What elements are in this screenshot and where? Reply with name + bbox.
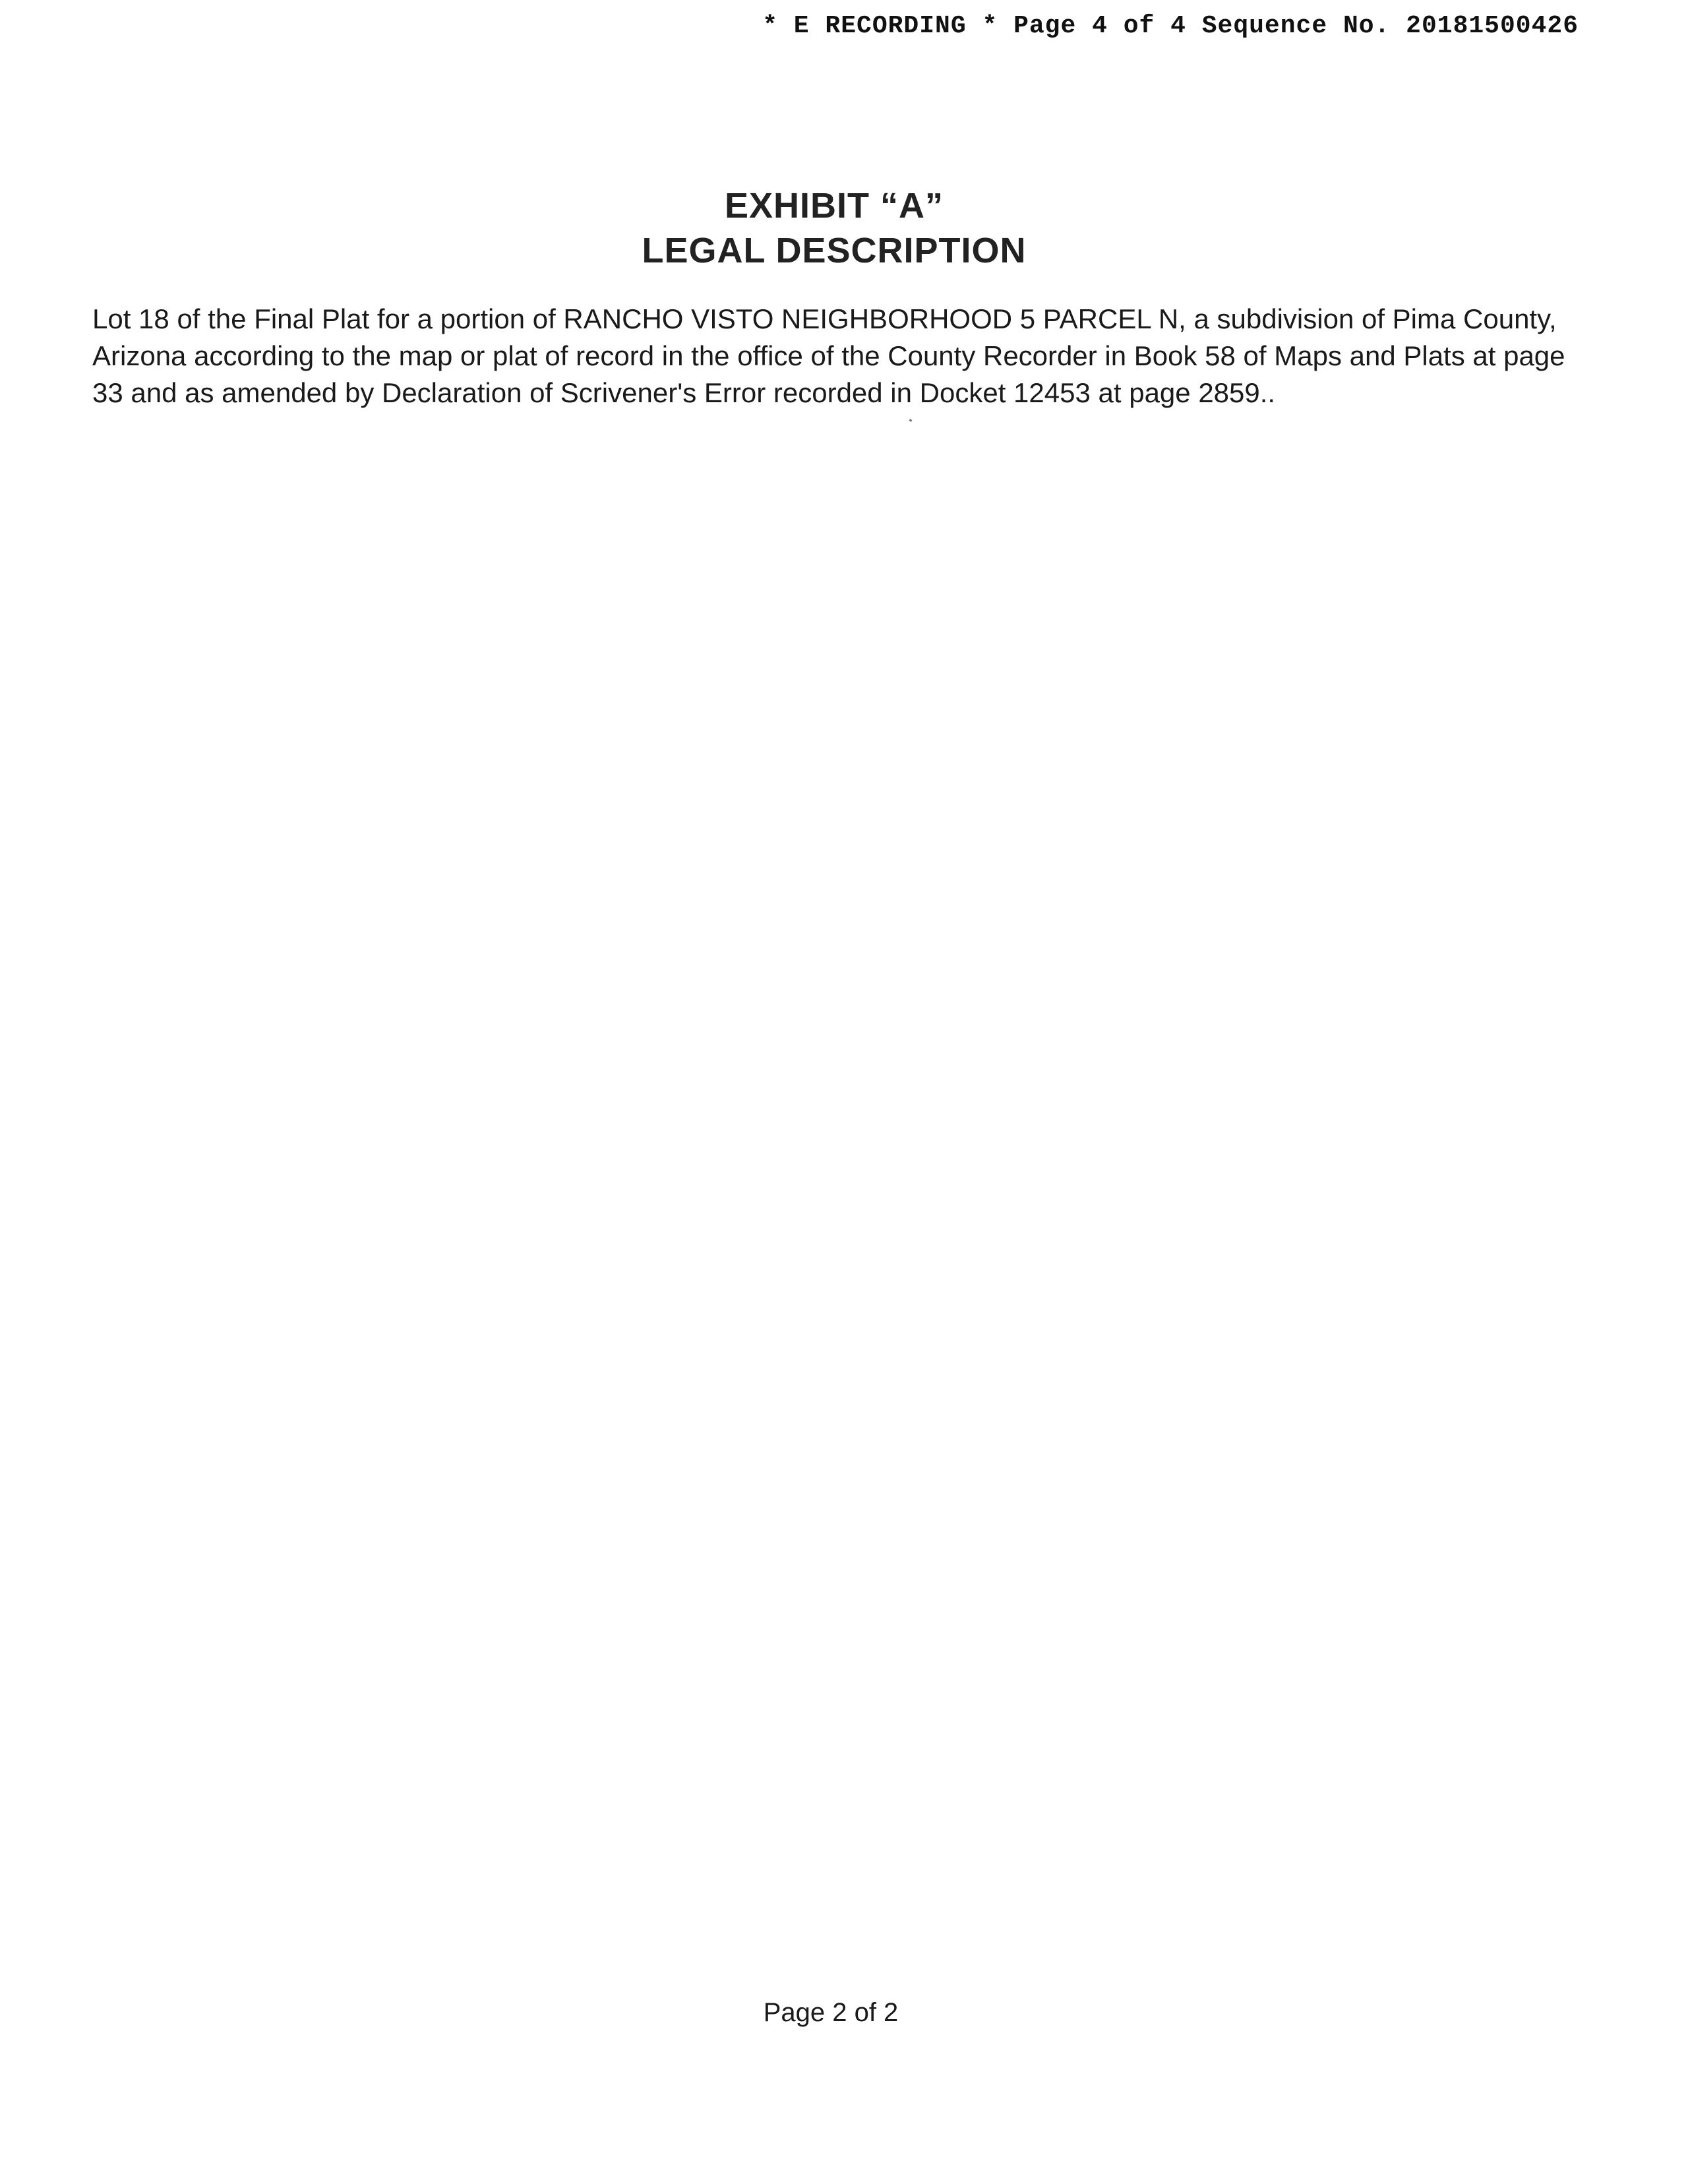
exhibit-title: EXHIBIT “A” — [724, 186, 944, 226]
legal-description-line-2: Arizona according to the map or plat of record in the office of the County Recorder in Book 58 of Maps and Plats at page — [92, 340, 1565, 371]
exhibit-subtitle: LEGAL DESCRIPTION — [642, 231, 1027, 270]
page-number-footer: Page 2 of 2 — [763, 1998, 899, 2027]
legal-description-line-1: Lot 18 of the Final Plat for a portion of RANCHO VISTO NEIGHBORHOOD 5 PARCEL N, a subdivision of Pima County, — [92, 303, 1557, 334]
e-recording-header: * E RECORDING * Page 4 of 4 Sequence No. 20181500426 — [762, 12, 1579, 40]
scan-speck — [909, 419, 913, 422]
exhibit-title-block — [0, 183, 1668, 273]
legal-description-line-3: 33 and as amended by Declaration of Scrivener's Error recorded in Docket 12453 at page 2859.. — [92, 377, 1276, 408]
legal-description-paragraph — [92, 301, 1589, 411]
